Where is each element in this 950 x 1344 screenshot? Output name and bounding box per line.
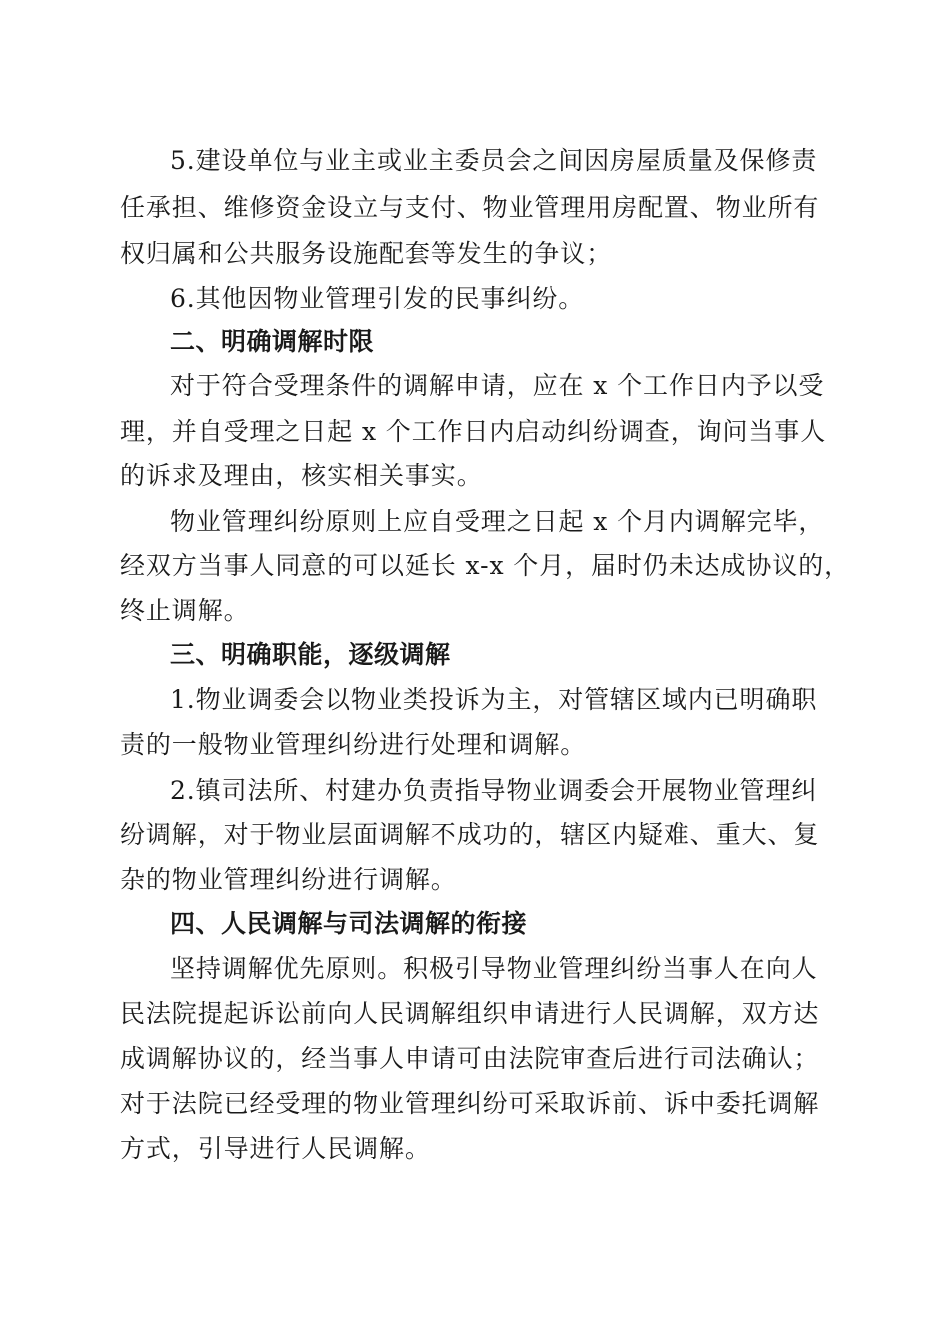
paragraph-line: 1.物业调委会以物业类投诉为主，对管辖区域内已明确职	[170, 685, 818, 714]
paragraph-line: 终止调解。	[120, 596, 250, 625]
paragraph-line: 成调解协议的，经当事人申请可由法院审查后进行司法确认；	[120, 1044, 820, 1073]
paragraph-line: 民法院提起诉讼前向人民调解组织申请进行人民调解，双方达	[120, 999, 820, 1028]
paragraph-line: 理，并自受理之日起 x 个工作日内启动纠纷调查，询问当事人	[120, 417, 827, 446]
section-heading: 四、人民调解与司法调解的衔接	[170, 909, 528, 938]
paragraph-line: 方式，引导进行人民调解。	[120, 1134, 431, 1163]
paragraph-line: 责的一般物业管理纠纷进行处理和调解。	[120, 730, 587, 759]
paragraph-line: 5.建设单位与业主或业主委员会之间因房屋质量及保修责	[170, 146, 818, 175]
paragraph-line: 权归属和公共服务设施配套等发生的争议；	[120, 239, 613, 268]
section-heading: 二、明确调解时限	[170, 327, 375, 356]
section-heading: 三、明确职能，逐级调解	[170, 640, 451, 669]
paragraph-line: 任承担、维修资金设立与支付、物业管理用房配置、物业所有	[120, 193, 820, 222]
paragraph-line: 经双方当事人同意的可以延长 x-x 个月，届时仍未达成协议的，	[120, 551, 851, 580]
paragraph-line: 的诉求及理由，核实相关事实。	[120, 461, 483, 490]
paragraph-line: 物业管理纠纷原则上应自受理之日起 x 个月内调解完毕，	[170, 507, 825, 536]
paragraph-line: 对于符合受理条件的调解申请，应在 x 个工作日内予以受	[170, 371, 825, 400]
paragraph-line: 6.其他因物业管理引发的民事纠纷。	[170, 284, 585, 313]
paragraph-line: 纷调解，对于物业层面调解不成功的，辖区内疑难、重大、复	[120, 820, 820, 849]
paragraph-line: 2.镇司法所、村建办负责指导物业调委会开展物业管理纠	[170, 776, 818, 805]
paragraph-line: 坚持调解优先原则。积极引导物业管理纠纷当事人在向人	[170, 954, 818, 983]
paragraph-line: 杂的物业管理纠纷进行调解。	[120, 865, 457, 894]
paragraph-line: 对于法院已经受理的物业管理纠纷可采取诉前、诉中委托调解	[120, 1089, 820, 1118]
